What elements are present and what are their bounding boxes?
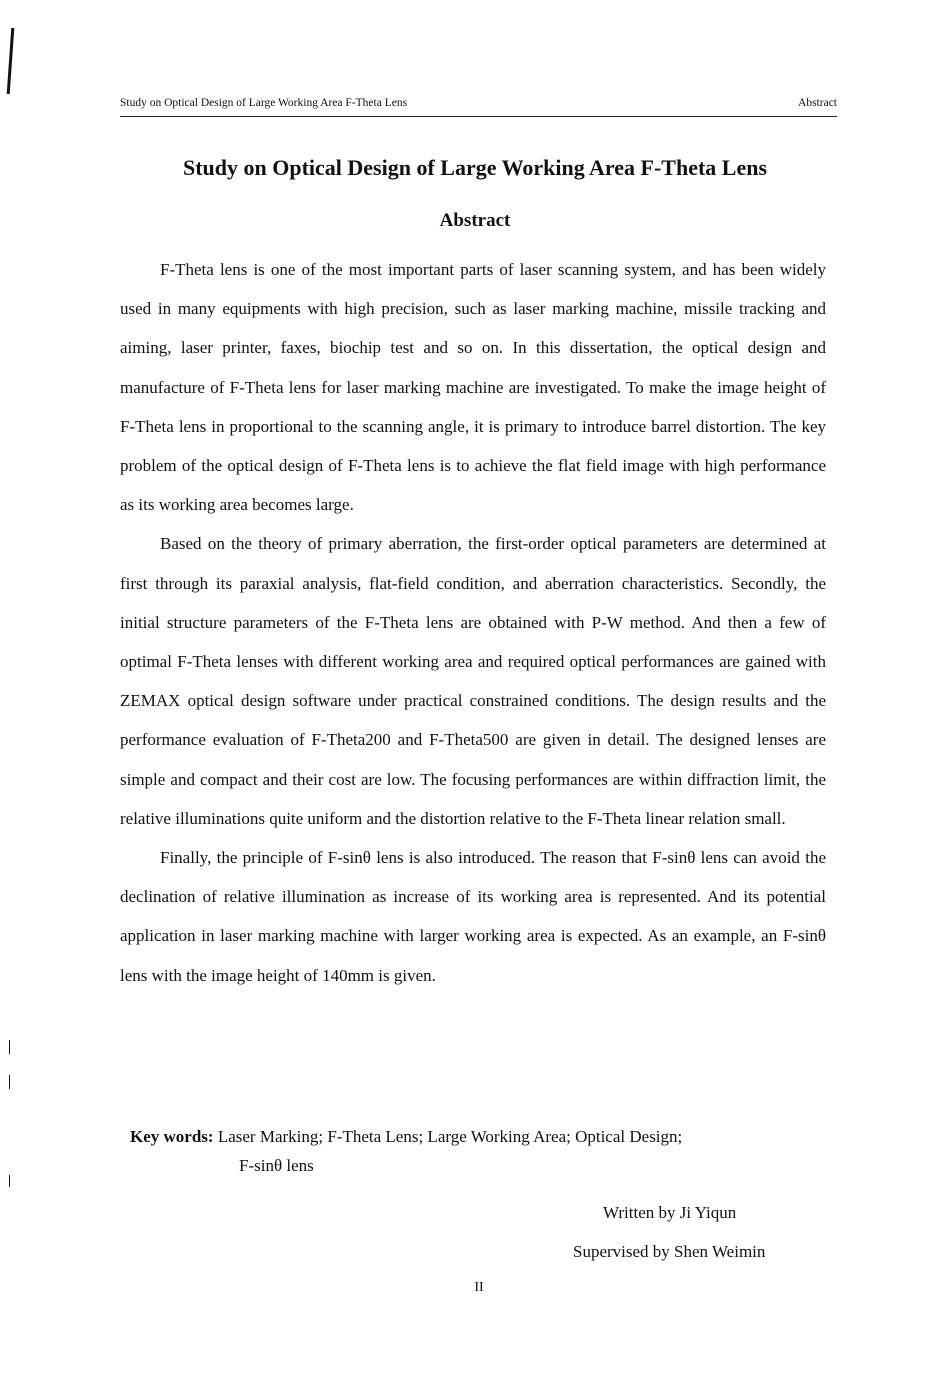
- scan-mark-top: [7, 28, 15, 94]
- page-number: II: [474, 1280, 484, 1295]
- scan-mark-dot: [9, 1075, 10, 1089]
- header-title: Study on Optical Design of Large Working Area F-Theta Lens: [120, 97, 408, 109]
- supervised-by: Supervised by Shen Weimin: [573, 1242, 766, 1261]
- keywords-label: Key words:: [130, 1127, 214, 1146]
- running-header: [120, 96, 837, 117]
- scan-mark-dot: [9, 1040, 10, 1054]
- keywords-line: [130, 1117, 682, 1156]
- abstract-paragraph-1: F-Theta lens is one of the most important parts of laser scanning system, and has been widely used in many equipments with high precision, such as laser marking machine, missile tracking and aiming, laser printer, faxes, biochip test and so on. In this dissertation, the optical design and manufacture of F-Theta lens for laser marking machine are investigated. To make the image height of F-Theta lens in proportional to the scanning angle, it is primary to introduce barrel distortion. The key problem of the optical design of F-Theta lens is to achieve the flat field image with high performance as its working area becomes large.: [120, 260, 826, 515]
- abstract-body: [120, 250, 826, 995]
- header-section: Abstract: [798, 97, 837, 109]
- written-by: Written by Ji Yiqun: [603, 1203, 737, 1222]
- paper-title: Study on Optical Design of Large Working Area F-Theta Lens: [182, 155, 768, 180]
- abstract-heading: Abstract: [439, 210, 511, 231]
- scan-mark-dot: [9, 1175, 10, 1187]
- abstract-paragraph-2: Based on the theory of primary aberration, the first-order optical parameters are determined at first through its paraxial analysis, flat-field condition, and aberration characteristics. Secondly, the initial structure parameters of the F-Theta lens are obtained with P-W method. And then a few of optimal F-Theta lenses with different working area and required optical performances are gained with ZEMAX optical design software under practical constrained conditions. The design results and the performance evaluation of F-Theta200 and F-Theta500 are given in detail. The designed lenses are simple and compact and their cost are low. The focusing performances are within diffraction limit, the relative illuminations quite uniform and the distortion relative to the F-Theta linear relation small.: [120, 534, 826, 828]
- keywords-list: Laser Marking; F-Theta Lens; Large Working Area; Optical Design;: [217, 1127, 683, 1146]
- abstract-paragraph-3: Finally, the principle of F-sinθ lens is also introduced. The reason that F-sinθ lens can avoid the declination of relative illumination as increase of its working area is represented. And its potential application in laser marking machine with larger working area is expected. As an example, an F-sinθ lens with the image height of 140mm is given.: [120, 848, 826, 985]
- keywords-continuation: F-sinθ lens: [239, 1156, 314, 1175]
